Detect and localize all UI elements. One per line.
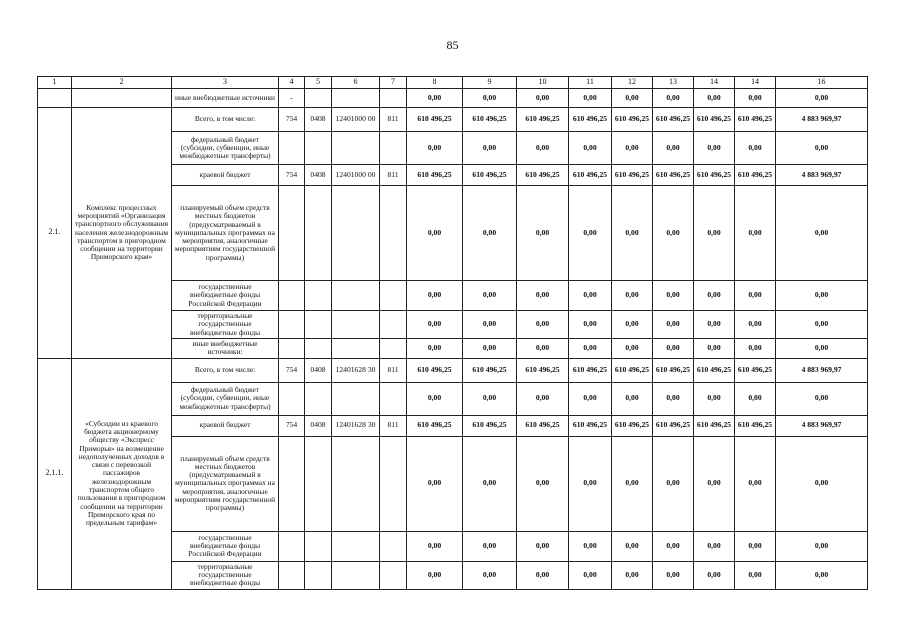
column-header: 2	[72, 77, 172, 89]
amount-cell: 0,00	[776, 281, 868, 311]
amount-cell: 0,00	[776, 186, 868, 281]
expense-type-code	[380, 281, 407, 311]
amount-cell: 0,00	[776, 531, 868, 561]
column-header: 13	[653, 77, 694, 89]
target-article-code	[332, 436, 380, 531]
amount-cell: 0,00	[653, 311, 694, 339]
amount-cell: 4 883 969,97	[776, 108, 868, 132]
expense-type-code	[380, 186, 407, 281]
amount-cell: 0,00	[653, 132, 694, 165]
column-header: 5	[305, 77, 332, 89]
amount-cell: 610 496,25	[463, 108, 517, 132]
target-article-code	[332, 132, 380, 165]
section-code	[305, 382, 332, 415]
amount-cell: 0,00	[569, 561, 612, 589]
amount-cell: 0,00	[653, 339, 694, 359]
amount-cell: 0,00	[407, 186, 463, 281]
amount-cell: 0,00	[735, 132, 776, 165]
funding-source: иные внебюджетные источники	[172, 89, 279, 108]
amount-cell: 610 496,25	[735, 358, 776, 382]
amount-cell: 0,00	[694, 132, 735, 165]
amount-cell: 0,00	[612, 382, 653, 415]
column-header: 1	[38, 77, 72, 89]
title-cell-empty	[72, 89, 172, 108]
amount-cell: 0,00	[612, 561, 653, 589]
amount-cell: 0,00	[569, 436, 612, 531]
column-header: 8	[407, 77, 463, 89]
amount-cell: 0,00	[735, 531, 776, 561]
amount-cell: 610 496,25	[694, 358, 735, 382]
amount-cell: 610 496,25	[569, 358, 612, 382]
funding-source: Всего, в том числе:	[172, 358, 279, 382]
amount-cell: 0,00	[407, 561, 463, 589]
amount-cell: 610 496,25	[569, 165, 612, 186]
target-article-code: 12401000 00	[332, 108, 380, 132]
amount-cell: 4 883 969,97	[776, 415, 868, 436]
amount-cell: 0,00	[569, 89, 612, 108]
amount-cell: 0,00	[517, 281, 569, 311]
amount-cell: 0,00	[653, 382, 694, 415]
expense-type-code	[380, 132, 407, 165]
target-article-code: 12401628 30	[332, 415, 380, 436]
target-article-code	[332, 339, 380, 359]
section-code	[305, 561, 332, 589]
amount-cell: 0,00	[517, 311, 569, 339]
expense-type-code	[380, 311, 407, 339]
amount-cell: 610 496,25	[517, 165, 569, 186]
amount-cell: 0,00	[612, 281, 653, 311]
grbs-code	[279, 339, 305, 359]
column-header: 7	[380, 77, 407, 89]
target-article-code	[332, 186, 380, 281]
amount-cell: 0,00	[776, 311, 868, 339]
amount-cell: 0,00	[694, 186, 735, 281]
amount-cell: 0,00	[517, 382, 569, 415]
amount-cell: 0,00	[694, 311, 735, 339]
section-code	[305, 531, 332, 561]
column-header: 10	[517, 77, 569, 89]
amount-cell: 0,00	[569, 281, 612, 311]
amount-cell: 0,00	[407, 531, 463, 561]
amount-cell: 0,00	[517, 436, 569, 531]
funding-source: Всего, в том числе:	[172, 108, 279, 132]
grbs-code: 754	[279, 108, 305, 132]
grbs-code	[279, 311, 305, 339]
amount-cell: 610 496,25	[735, 165, 776, 186]
amount-cell: 0,00	[735, 311, 776, 339]
amount-cell: 0,00	[612, 89, 653, 108]
amount-cell: 610 496,25	[407, 415, 463, 436]
amount-cell: 610 496,25	[463, 358, 517, 382]
amount-cell: 0,00	[694, 339, 735, 359]
amount-cell: 0,00	[735, 561, 776, 589]
section-code	[305, 339, 332, 359]
amount-cell: 0,00	[463, 186, 517, 281]
amount-cell: 0,00	[653, 436, 694, 531]
amount-cell: 610 496,25	[653, 415, 694, 436]
funding-source: иные внебюджетные источники:	[172, 339, 279, 359]
amount-cell: 0,00	[463, 89, 517, 108]
table-body	[38, 77, 868, 590]
amount-cell: 0,00	[463, 531, 517, 561]
table-row	[38, 358, 868, 382]
amount-cell: 610 496,25	[612, 415, 653, 436]
amount-cell: 0,00	[407, 382, 463, 415]
grbs-code	[279, 281, 305, 311]
amount-cell: 610 496,25	[569, 108, 612, 132]
amount-cell: 610 496,25	[694, 165, 735, 186]
target-article-code	[332, 531, 380, 561]
amount-cell: 0,00	[407, 311, 463, 339]
funding-source: территориальные государственные внебюджетные фонды	[172, 311, 279, 339]
amount-cell: 0,00	[612, 339, 653, 359]
amount-cell: 0,00	[694, 382, 735, 415]
target-article-code: 12401000 00	[332, 165, 380, 186]
grbs-code	[279, 561, 305, 589]
amount-cell: 0,00	[776, 561, 868, 589]
funding-source: планируемый объем средств местных бюджетов (предусматриваемый в муниципальных программах на мероприятия, аналогичные мероприятиям государственной программы)	[172, 186, 279, 281]
amount-cell: 0,00	[612, 186, 653, 281]
group-title: Комплекс процессных мероприятий «Организация транспортного обслуживания населения железнодорожным транспортом в пригородном сообщении на территории Приморского края»	[72, 108, 172, 359]
amount-cell: 0,00	[463, 436, 517, 531]
amount-cell: 610 496,25	[612, 108, 653, 132]
amount-cell: 610 496,25	[694, 108, 735, 132]
column-header: 3	[172, 77, 279, 89]
grbs-code: 754	[279, 358, 305, 382]
amount-cell: 0,00	[569, 531, 612, 561]
grbs-code	[279, 531, 305, 561]
amount-cell: 0,00	[463, 339, 517, 359]
section-code	[305, 436, 332, 531]
amount-cell: 0,00	[612, 132, 653, 165]
target-article-code	[332, 311, 380, 339]
expense-type-code	[380, 89, 407, 108]
grbs-code	[279, 436, 305, 531]
grbs-code	[279, 186, 305, 281]
target-article-code	[332, 281, 380, 311]
amount-cell: 4 883 969,97	[776, 358, 868, 382]
amount-cell: 0,00	[694, 89, 735, 108]
amount-cell: 610 496,25	[653, 358, 694, 382]
section-code	[305, 186, 332, 281]
table-row	[38, 108, 868, 132]
section-code	[305, 89, 332, 108]
column-header: 6	[332, 77, 380, 89]
amount-cell: 0,00	[407, 132, 463, 165]
amount-cell: 0,00	[735, 281, 776, 311]
amount-cell: 0,00	[517, 132, 569, 165]
amount-cell: 0,00	[407, 436, 463, 531]
column-header: 14	[694, 77, 735, 89]
amount-cell: 610 496,25	[463, 415, 517, 436]
funding-source: федеральный бюджет (субсидии, субвенции, иные межбюджетные трансферты)	[172, 382, 279, 415]
amount-cell: 0,00	[776, 436, 868, 531]
expense-type-code	[380, 339, 407, 359]
section-code: 0408	[305, 165, 332, 186]
amount-cell: 0,00	[653, 561, 694, 589]
section-code	[305, 311, 332, 339]
amount-cell: 0,00	[776, 89, 868, 108]
amount-cell: 0,00	[694, 436, 735, 531]
amount-cell: 610 496,25	[612, 165, 653, 186]
group-index: 2.1.	[38, 108, 72, 359]
expense-type-code	[380, 561, 407, 589]
expense-type-code	[380, 382, 407, 415]
table-row	[38, 89, 868, 108]
amount-cell: 610 496,25	[735, 415, 776, 436]
amount-cell: 610 496,25	[407, 358, 463, 382]
target-article-code: 12401628 30	[332, 358, 380, 382]
amount-cell: 0,00	[407, 89, 463, 108]
column-header: 9	[463, 77, 517, 89]
amount-cell: 610 496,25	[517, 108, 569, 132]
amount-cell: 0,00	[517, 186, 569, 281]
page-number: 85	[446, 38, 459, 52]
column-header: 16	[776, 77, 868, 89]
amount-cell: 0,00	[694, 281, 735, 311]
section-code: 0408	[305, 108, 332, 132]
expense-type-code: 811	[380, 415, 407, 436]
grbs-code: 754	[279, 415, 305, 436]
funding-source: государственные внебюджетные фонды Российской Федерации	[172, 531, 279, 561]
amount-cell: 0,00	[735, 186, 776, 281]
amount-cell: 610 496,25	[653, 108, 694, 132]
section-code: 0408	[305, 415, 332, 436]
amount-cell: 0,00	[735, 436, 776, 531]
column-header: 14	[735, 77, 776, 89]
amount-cell: 0,00	[517, 339, 569, 359]
amount-cell: 0,00	[463, 382, 517, 415]
column-header: 4	[279, 77, 305, 89]
amount-cell: 610 496,25	[517, 358, 569, 382]
amount-cell: 0,00	[612, 311, 653, 339]
amount-cell: 4 883 969,97	[776, 165, 868, 186]
amount-cell: 0,00	[735, 339, 776, 359]
funding-source: планируемый объем средств местных бюджетов (предусматриваемый в муниципальных программах на мероприятия, аналогичные мероприятиям государственной программы)	[172, 436, 279, 531]
amount-cell: 610 496,25	[569, 415, 612, 436]
target-article-code	[332, 382, 380, 415]
amount-cell: 0,00	[517, 531, 569, 561]
funding-source: краевой бюджет	[172, 415, 279, 436]
amount-cell: 0,00	[612, 436, 653, 531]
amount-cell: 610 496,25	[612, 358, 653, 382]
amount-cell: 610 496,25	[694, 415, 735, 436]
amount-cell: 0,00	[694, 561, 735, 589]
amount-cell: 0,00	[735, 89, 776, 108]
amount-cell: 610 496,25	[517, 415, 569, 436]
grbs-code	[279, 132, 305, 165]
amount-cell: 0,00	[407, 339, 463, 359]
funding-source: федеральный бюджет (субсидии, субвенции, иные межбюджетные трансферты)	[172, 132, 279, 165]
amount-cell: 0,00	[735, 382, 776, 415]
expense-type-code: 811	[380, 165, 407, 186]
amount-cell: 0,00	[776, 382, 868, 415]
amount-cell: 0,00	[694, 531, 735, 561]
amount-cell: 0,00	[612, 531, 653, 561]
section-code	[305, 132, 332, 165]
amount-cell: 610 496,25	[407, 108, 463, 132]
amount-cell: 610 496,25	[735, 108, 776, 132]
amount-cell: 0,00	[569, 382, 612, 415]
grbs-code: -	[279, 89, 305, 108]
expense-type-code	[380, 531, 407, 561]
section-code	[305, 281, 332, 311]
expense-type-code	[380, 436, 407, 531]
amount-cell: 0,00	[569, 311, 612, 339]
amount-cell: 0,00	[463, 561, 517, 589]
amount-cell: 610 496,25	[463, 165, 517, 186]
index-cell-empty	[38, 89, 72, 108]
budget-table	[37, 76, 868, 590]
amount-cell: 0,00	[407, 281, 463, 311]
group-title: «Субсидии из краевого бюджета акционерному обществу «Экспресс Приморья» на возмещение недополученных доходов в связи с перевозкой пассажиров железнодорожным транспортом общего пользования в пригородном сообщении на территории Приморского края по предельным тарифам»	[72, 358, 172, 589]
funding-source: территориальные государственные внебюджетные фонды	[172, 561, 279, 589]
amount-cell: 0,00	[653, 531, 694, 561]
amount-cell: 0,00	[517, 89, 569, 108]
group-index: 2.1.1.	[38, 358, 72, 589]
amount-cell: 0,00	[569, 186, 612, 281]
amount-cell: 610 496,25	[407, 165, 463, 186]
amount-cell: 0,00	[776, 132, 868, 165]
column-header: 11	[569, 77, 612, 89]
section-code: 0408	[305, 358, 332, 382]
grbs-code	[279, 382, 305, 415]
funding-source: государственные внебюджетные фонды Российской Федерации	[172, 281, 279, 311]
amount-cell: 610 496,25	[653, 165, 694, 186]
amount-cell: 0,00	[653, 281, 694, 311]
amount-cell: 0,00	[463, 311, 517, 339]
expense-type-code: 811	[380, 108, 407, 132]
amount-cell: 0,00	[463, 281, 517, 311]
amount-cell: 0,00	[653, 89, 694, 108]
amount-cell: 0,00	[517, 561, 569, 589]
amount-cell: 0,00	[463, 132, 517, 165]
amount-cell: 0,00	[569, 132, 612, 165]
target-article-code	[332, 561, 380, 589]
target-article-code	[332, 89, 380, 108]
column-header: 12	[612, 77, 653, 89]
amount-cell: 0,00	[776, 339, 868, 359]
funding-source: краевой бюджет	[172, 165, 279, 186]
grbs-code: 754	[279, 165, 305, 186]
amount-cell: 0,00	[653, 186, 694, 281]
expense-type-code: 811	[380, 358, 407, 382]
amount-cell: 0,00	[569, 339, 612, 359]
header-row	[38, 77, 868, 89]
